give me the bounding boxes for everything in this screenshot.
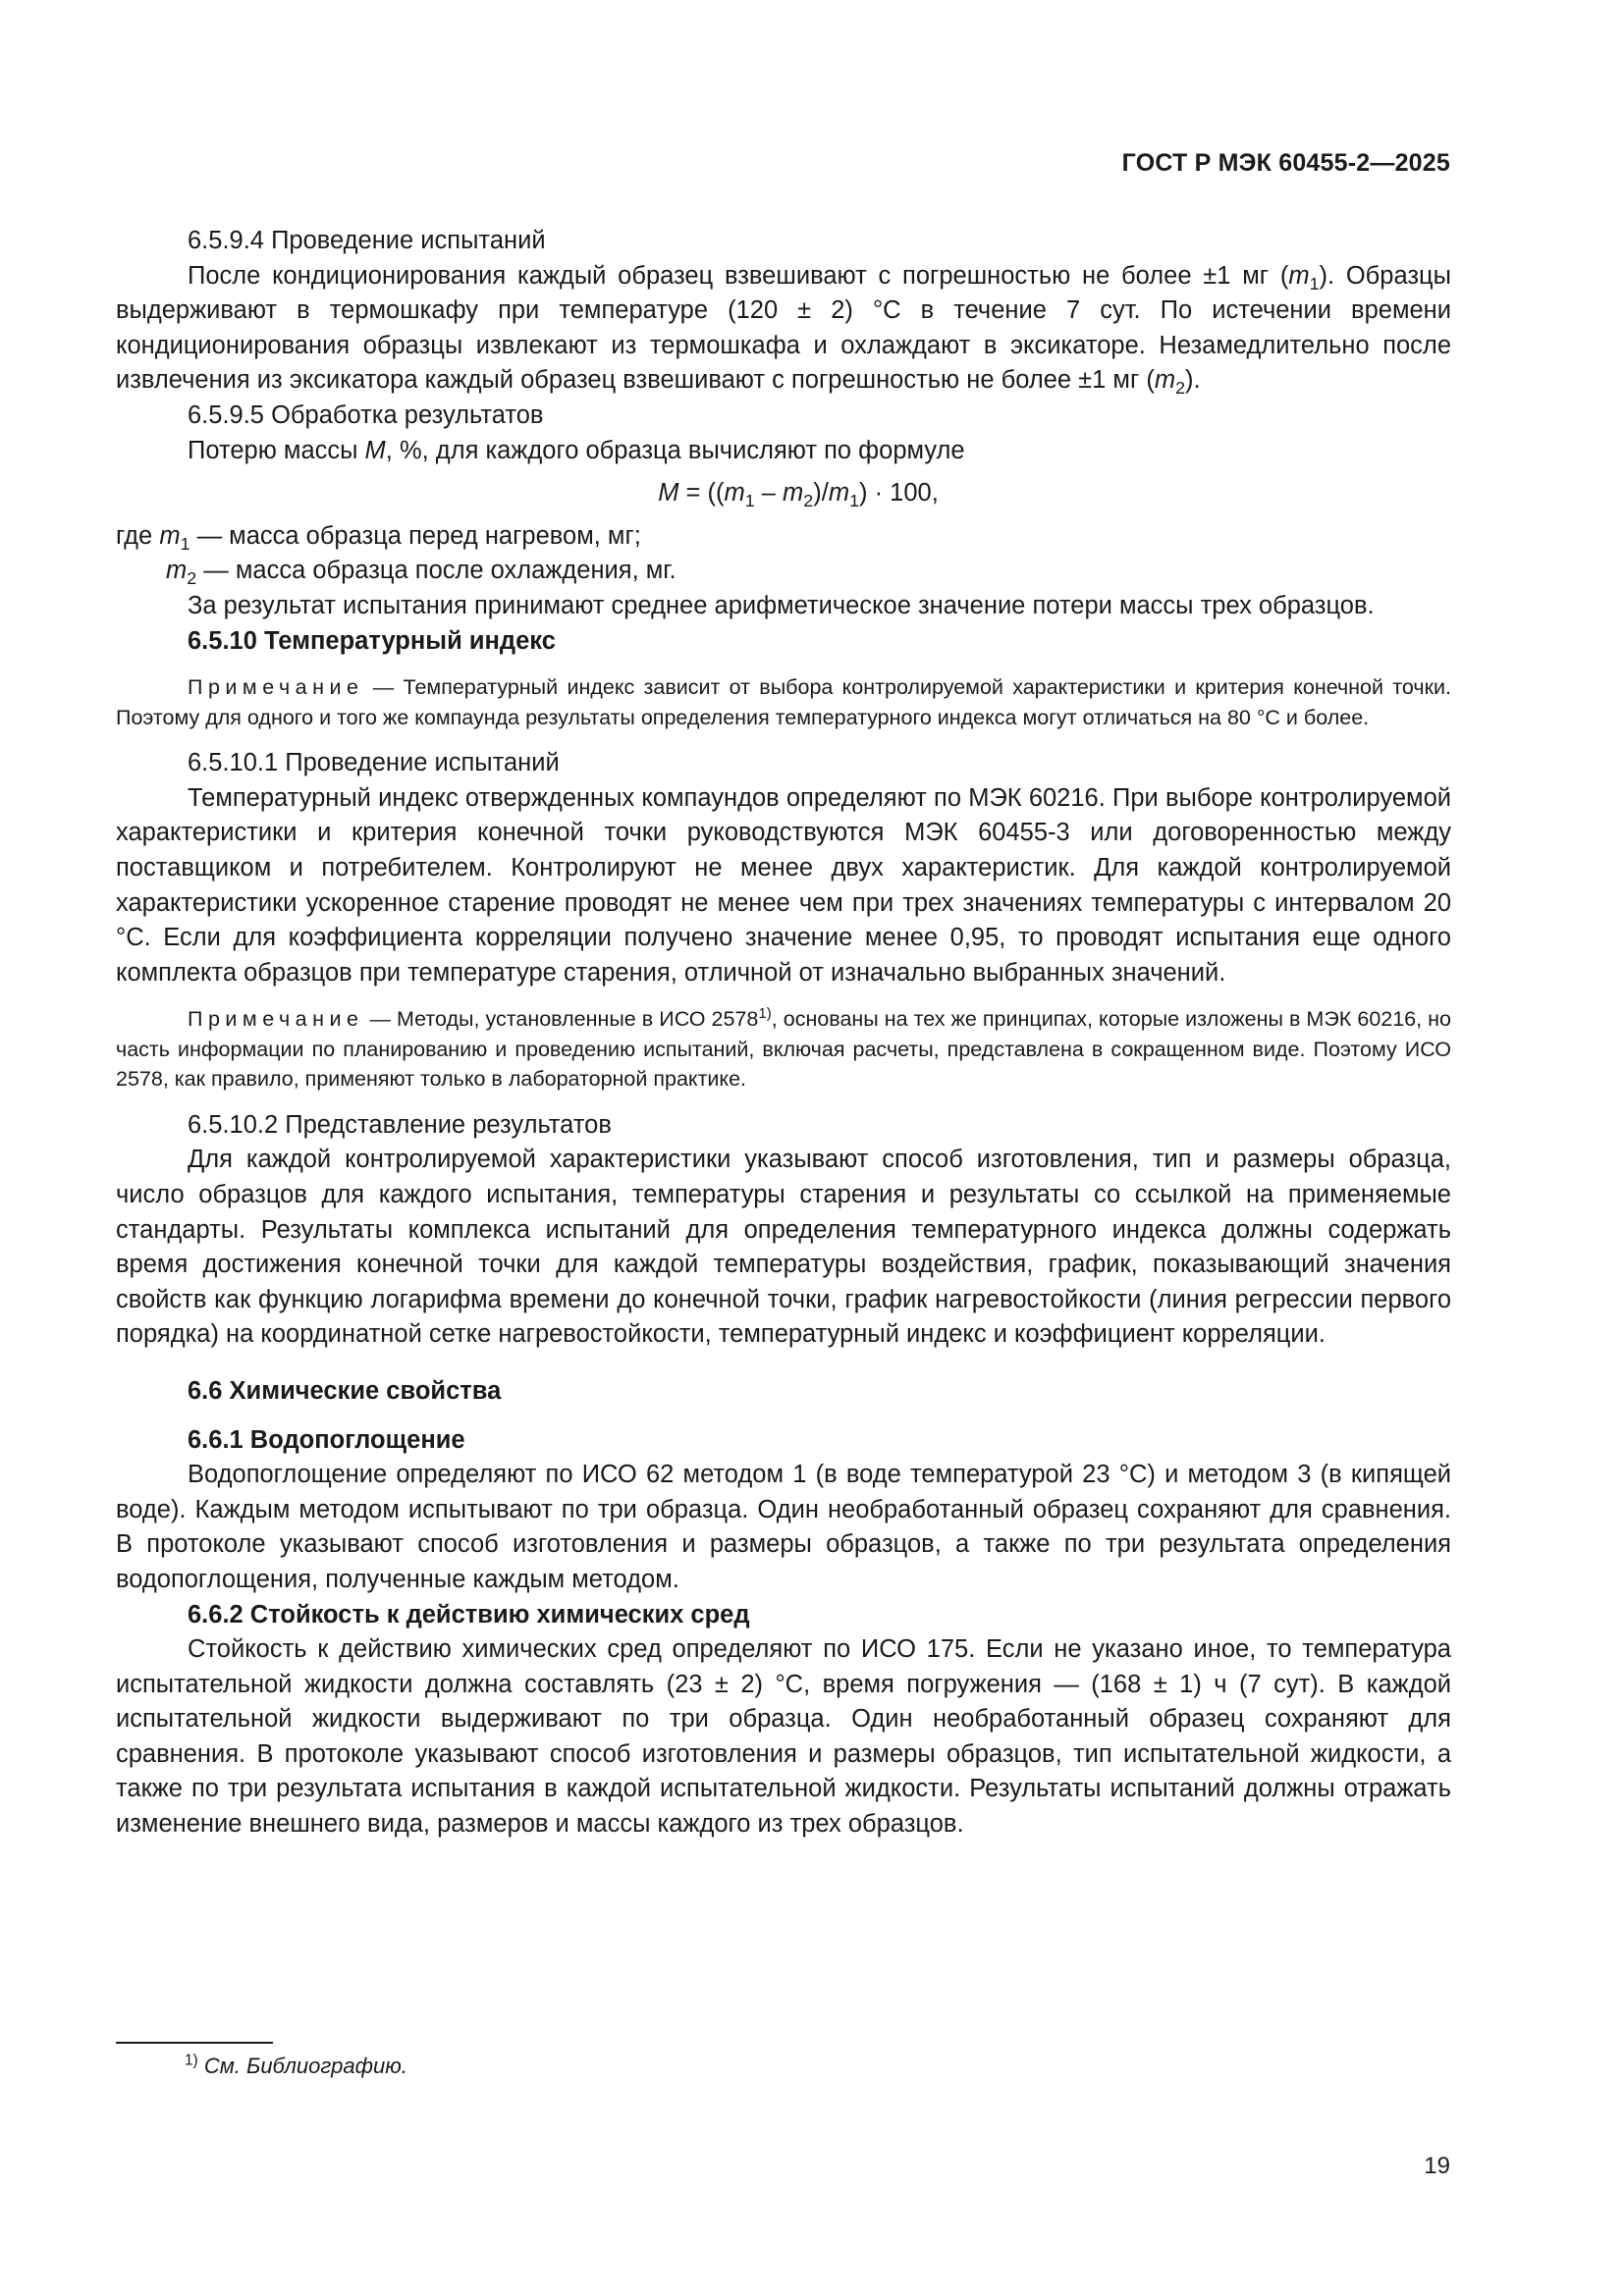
section-6-5-10-2-title: 6.5.10.2 Представление результатов xyxy=(188,1110,612,1139)
note-iso-2578: Примечание — Методы, установленные в ИСО 2578$^{1)}$, основаны на тех же принципах, которые изложены в МЭК 60216, но часть информации по планированию и проведению испытаний, включая расчеты, представлена в сокращенном виде. Поэтому ИСО 2578, как правило, применяют только в лабораторной практике. xyxy=(116,1005,1451,1092)
formula-explanation-m2: $m_2$ — масса образца после охлаждения, мг. xyxy=(166,557,677,589)
formula-explanation-m1: где $m_1$ — масса образца перед нагревом, мг; xyxy=(116,521,641,554)
note-temperature-index: Примечание — Температурный индекс зависит от выбора контролируемой характеристики и критерия конечной точки. Поэтому для одного и того же компаунда результаты определения температурного индекса могут отличаться на 80 °С и более. xyxy=(116,675,1451,729)
note-label: Примечание xyxy=(188,1007,364,1032)
result-paragraph: За результат испытания принимают среднее арифметическое значение потери массы трех образцов. xyxy=(188,591,1375,619)
note-label: Примечание xyxy=(188,675,364,700)
section-6-5-9-4-paragraph: После кондиционирования каждый образец взвешивают с погрешностью не более ±1 мг $(m_1)$. Образцы выдерживают в термошкафу при температуре (120 ± 2) °С в течение 7 сут. По истечении времени кондиционирования образцы извлекают из термошкафа и охлаждают в эксикаторе. Незамедлительно после извлечения из эксикатора каждый образец взвешивают с погрешностью не более ±1 мг $(m_2)$. xyxy=(116,261,1451,399)
page-number: 19 xyxy=(1424,2153,1450,2179)
section-6-5-9-4-title: 6.5.9.4 Проведение испытаний xyxy=(188,227,546,254)
section-6-5-10-1-paragraph: Температурный индекс отвержденных компаундов определяют по МЭК 60216. При выборе контролируемой характеристики и критерия конечной точки руководствуются МЭК 60455-3 или договоренностью между поставщиком и потребителем. Контролируют не менее двух характеристик. Для каждой контролируемой характеристики ускоренное старение проводят не менее чем при трех значениях температуры с интервалом 20 °С. Если для коэффициента корреляции получено значение менее 0,95, то проводят испытания еще одного комплекта образцов при температуре старения, отличной от изначально выбранных значений. xyxy=(116,783,1451,987)
formula-intro: Потерю массы M, %, для каждого образца вычисляют по формуле xyxy=(188,436,965,464)
section-6-5-10-1-title: 6.5.10.1 Проведение испытаний xyxy=(188,749,560,777)
footnote xyxy=(185,2054,407,2079)
document-body xyxy=(116,224,1451,1842)
section-6-6-title: 6.6 Химические свойства xyxy=(188,1376,502,1405)
footnote-text: См. Библиографию. xyxy=(203,2054,407,2078)
footnote-separator xyxy=(116,2042,273,2044)
mass-loss-formula: $M = ((m_1 - m_2)/m_1) \cdot 100$, xyxy=(658,479,939,511)
section-6-6-1-title: 6.6.1 Водопоглощение xyxy=(188,1425,465,1454)
section-6-5-10-2-paragraph: Для каждой контролируемой характеристики указывают способ изготовления, тип и размеры образца, число образцов для каждого испытания, температуры старения и результаты со ссылкой на применяемые стандарты. Результаты комплекса испытаний для определения температурного индекса должны содержать время достижения конечной точки для каждой температуры воздействия, график, показывающий значения свойств как функцию логарифма времени до конечной точки, график нагревостойкости (линия регрессии первого порядка) на координатной сетке нагревостойкости, температурный индекс и коэффициент корреляции. xyxy=(116,1146,1451,1349)
section-6-6-2-paragraph: Стойкость к действию химических сред определяют по ИСО 175. Если не указано иное, то температура испытательной жидкости должна составлять (23 ± 2) °С, время погружения — (168 ± 1) ч (7 сут). В каждой испытательной жидкости выдерживают по три образца. Один необработанный образец сохраняют для сравнения. В протоколе указывают способ изготовления и размеры образцов, тип испытательной жидкости, а также по три результата испытания в каждой испытательной жидкости. Результаты испытаний должны отражать изменение внешнего вида, размеров и массы каждого из трех образцов. xyxy=(116,1635,1451,1839)
footnote-reference: 1) xyxy=(758,1005,772,1023)
section-6-6-2-title: 6.6.2 Стойкость к действию химических сред xyxy=(188,1600,750,1629)
document-id-header: ГОСТ Р МЭК 60455-2—2025 xyxy=(1121,149,1450,177)
section-6-5-10-title: 6.5.10 Температурный индекс xyxy=(188,626,556,655)
section-6-6-1-paragraph: Водопоглощение определяют по ИСО 62 методом 1 (в воде температурой 23 °С) и методом 3 (в кипящей воде). Каждым методом испытывают по три образца. Один необработанный образец сохраняют для сравнения. В протоколе указывают способ изготовления и размеры образцов, а также по три результата определения водопоглощения, полученные каждым методом. xyxy=(116,1461,1451,1593)
section-6-5-9-5-title: 6.5.9.5 Обработка результатов xyxy=(188,400,544,429)
footnote-mark: 1) xyxy=(185,2052,198,2069)
